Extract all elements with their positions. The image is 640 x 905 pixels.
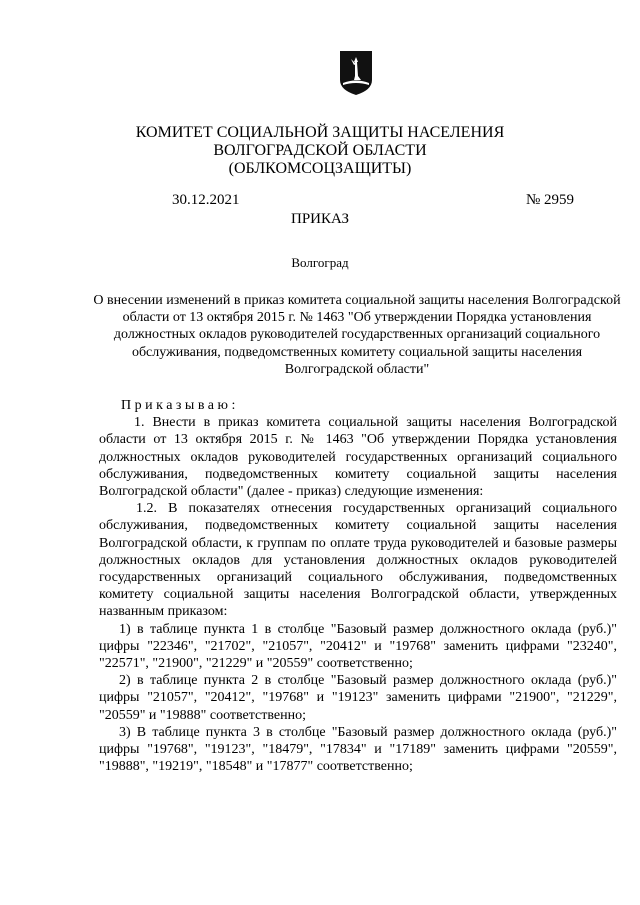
org-name-line-2: ВОЛГОГРАДСКОЙ ОБЛАСТИ	[213, 142, 427, 159]
list-item-3: 3) В таблице пункта 3 в столбце "Базовый размер должностного оклада (руб.)" цифры "19768", "19123", "18479", "17834" и "17189" заменить цифрами "20559", "19888", "19219", "18548" и "17877" соответственно;	[99, 724, 617, 775]
order-subject: О внесении изменений в приказ комитета социальной защиты населения Волгоградской области от 13 октября 2015 г. № 1463 "Об утверждении Порядка установления должностных окладов руководителей государственных организаций социального обслуживания, подведомственных комитету социальной защиты населения Волгоградской области"	[93, 293, 621, 377]
paragraph-1: 1. Внести в приказ комитета социальной защиты населения Волгоградской области от 13 октября 2015 г. № 1463 "Об утверждении Порядка установления должностных окладов руководителей государственных организаций социального обслуживания, подведомственных комитету социальной защиты населения Волгоградской области" (далее - приказ) следующие изменения:	[99, 415, 617, 500]
list-item-2: 2) в таблице пункта 2 в столбце "Базовый размер должностного оклада (руб.)" цифры "21057", "20412", "19768" и "19123" заменить цифрами "21900", "21229", "20559" и "19888" соответственно;	[99, 673, 617, 723]
org-name-line-1: КОМИТЕТ СОЦИАЛЬНОЙ ЗАЩИТЫ НАСЕЛЕНИЯ	[135, 124, 505, 141]
org-abbreviation: (ОБЛКОМСОЦЗАЩИТЫ)	[228, 160, 412, 177]
order-directive: Приказываю:	[121, 398, 239, 413]
city-name: Волгоград	[291, 255, 349, 270]
volgograd-emblem-icon	[339, 50, 373, 96]
order-date: 30.12.2021	[172, 192, 240, 208]
list-item-1: 1) в таблице пункта 1 в столбце "Базовый размер должностного оклада (руб.)" цифры "22346", "21702", "21057", "20412" и "19768" заменить цифрами "23240", "22571", "21900", "21229" и "20559" соответственно;	[99, 621, 617, 672]
document-type-title: ПРИКАЗ	[291, 211, 349, 227]
order-body	[99, 397, 617, 775]
order-number: № 2959	[526, 192, 575, 208]
paragraph-1-2: 1.2. В показателях отнесения государственных организаций социального обслуживания, подведомственных комитету социальной защиты населения Волгоградской области, к группам по оплате труда руководителей и базовые размеры должностных окладов для установления должностных окладов руководителей государственных организаций социального обслуживания, подведомственных комитету социальной защиты населения Волгоградской области, утвержденных названным приказом:	[99, 501, 617, 620]
